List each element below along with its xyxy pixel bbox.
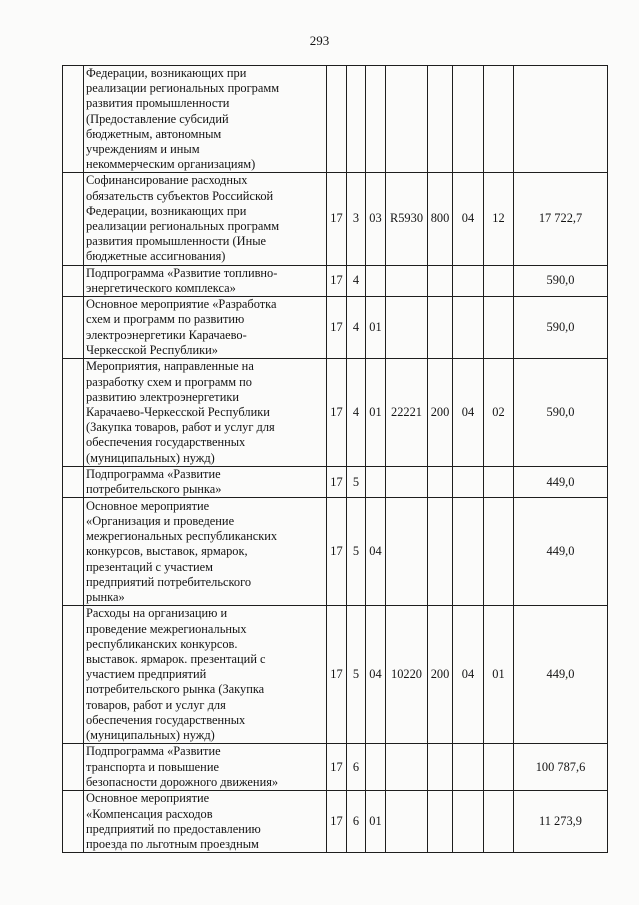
table-row [63, 606, 608, 744]
section-code [453, 297, 484, 359]
table-row [63, 173, 608, 265]
subsection-code [484, 297, 514, 359]
amount-cell: 17 722,7 [514, 173, 608, 265]
section-code [453, 744, 484, 791]
expense-type-code [428, 744, 453, 791]
expense-type-code [428, 265, 453, 296]
index-cell [63, 297, 84, 359]
amount-cell: 590,0 [514, 265, 608, 296]
row-name: Основное мероприятие «Компенсация расходов предприятий по предоставлению проезда по льготным проездным [84, 791, 327, 853]
subsection-code: 02 [484, 359, 514, 467]
amount-cell: 100 787,6 [514, 744, 608, 791]
program-code: 17 [327, 265, 347, 296]
subprogram-code: 6 [347, 791, 366, 853]
main-event-code [366, 66, 386, 173]
program-code: 17 [327, 467, 347, 498]
program-code: 17 [327, 498, 347, 606]
program-code [327, 66, 347, 173]
subsection-code [484, 791, 514, 853]
main-event-code [366, 744, 386, 791]
index-cell [63, 359, 84, 467]
direction-code [386, 297, 428, 359]
row-name: Расходы на организацию и проведение межрегиональных республиканских конкурсов. выставок. ярмарок. презентаций с участием предприятий потребительского рынка (Закупка товаров, работ и услуг для обеспечения государственных (муниципальных) нужд) [84, 606, 327, 744]
program-code: 17 [327, 744, 347, 791]
section-code: 04 [453, 606, 484, 744]
section-code: 04 [453, 173, 484, 265]
row-name: Основное мероприятие «Организация и проведение межрегиональных республиканских конкурсов, выставок, ярмарок, презентаций с участием предприятий потребительского рынка» [84, 498, 327, 606]
index-cell [63, 744, 84, 791]
subprogram-code: 6 [347, 744, 366, 791]
amount-cell: 590,0 [514, 359, 608, 467]
row-name: Софинансирование расходных обязательств субъектов Российской Федерации, возникающих при реализации региональных программ развития промышленности (Иные бюджетные ассигнования) [84, 173, 327, 265]
table-row [63, 498, 608, 606]
table-row [63, 791, 608, 853]
subsection-code [484, 467, 514, 498]
program-code: 17 [327, 297, 347, 359]
index-cell [63, 173, 84, 265]
index-cell [63, 791, 84, 853]
main-event-code [366, 467, 386, 498]
subsection-code [484, 66, 514, 173]
direction-code [386, 467, 428, 498]
table-row [63, 66, 608, 173]
direction-code: R5930 [386, 173, 428, 265]
expense-type-code [428, 66, 453, 173]
program-code: 17 [327, 791, 347, 853]
table-row [63, 297, 608, 359]
table-row [63, 359, 608, 467]
program-code: 17 [327, 606, 347, 744]
subprogram-code: 5 [347, 606, 366, 744]
subsection-code [484, 498, 514, 606]
page-number: 293 [309, 33, 330, 48]
expense-type-code [428, 791, 453, 853]
subsection-code [484, 265, 514, 296]
section-code [453, 265, 484, 296]
direction-code [386, 791, 428, 853]
subprogram-code: 4 [347, 265, 366, 296]
expense-type-code [428, 467, 453, 498]
row-name: Подпрограмма «Развитие топливно- энергетического комплекса» [84, 265, 327, 296]
main-event-code: 04 [366, 606, 386, 744]
row-name: Мероприятия, направленные на разработку схем и программ по развитию электроэнергетики Карачаево-Черкесской Республики (Закупка товаров, работ и услуг для обеспечения государственных (муниципальных) нужд) [84, 359, 327, 467]
expense-type-code: 200 [428, 359, 453, 467]
section-code [453, 498, 484, 606]
main-event-code: 01 [366, 359, 386, 467]
index-cell [63, 467, 84, 498]
row-name: Основное мероприятие «Разработка схем и программ по развитию электроэнергетики Карачаево- Черкесской Республики» [84, 297, 327, 359]
subsection-code: 01 [484, 606, 514, 744]
direction-code [386, 744, 428, 791]
main-event-code: 01 [366, 791, 386, 853]
budget-table [62, 65, 608, 853]
amount-cell: 449,0 [514, 606, 608, 744]
subprogram-code: 5 [347, 498, 366, 606]
row-name: Подпрограмма «Развитие потребительского рынка» [84, 467, 327, 498]
main-event-code: 04 [366, 498, 386, 606]
expense-type-code [428, 498, 453, 606]
index-cell [63, 606, 84, 744]
expense-type-code: 200 [428, 606, 453, 744]
section-code [453, 467, 484, 498]
amount-cell: 590,0 [514, 297, 608, 359]
direction-code [386, 66, 428, 173]
section-code [453, 791, 484, 853]
direction-code [386, 498, 428, 606]
direction-code: 10220 [386, 606, 428, 744]
amount-cell: 449,0 [514, 498, 608, 606]
index-cell [63, 498, 84, 606]
direction-code: 22221 [386, 359, 428, 467]
subprogram-code [347, 66, 366, 173]
expense-type-code: 800 [428, 173, 453, 265]
table-row [63, 467, 608, 498]
amount-cell: 449,0 [514, 467, 608, 498]
row-name: Федерации, возникающих при реализации региональных программ развития промышленности (Предоставление субсидий бюджетным, автономным учреждениям и иным некоммерческим организациям) [84, 66, 327, 173]
section-code: 04 [453, 359, 484, 467]
main-event-code: 03 [366, 173, 386, 265]
table-row [63, 265, 608, 296]
subprogram-code: 3 [347, 173, 366, 265]
subsection-code [484, 744, 514, 791]
subprogram-code: 4 [347, 297, 366, 359]
program-code: 17 [327, 359, 347, 467]
expense-type-code [428, 297, 453, 359]
subprogram-code: 5 [347, 467, 366, 498]
section-code [453, 66, 484, 173]
table-row [63, 744, 608, 791]
subsection-code: 12 [484, 173, 514, 265]
main-event-code [366, 265, 386, 296]
program-code: 17 [327, 173, 347, 265]
subprogram-code: 4 [347, 359, 366, 467]
row-name: Подпрограмма «Развитие транспорта и повышение безопасности дорожного движения» [84, 744, 327, 791]
amount-cell: 11 273,9 [514, 791, 608, 853]
main-event-code: 01 [366, 297, 386, 359]
index-cell [63, 265, 84, 296]
index-cell [63, 66, 84, 173]
amount-cell [514, 66, 608, 173]
direction-code [386, 265, 428, 296]
